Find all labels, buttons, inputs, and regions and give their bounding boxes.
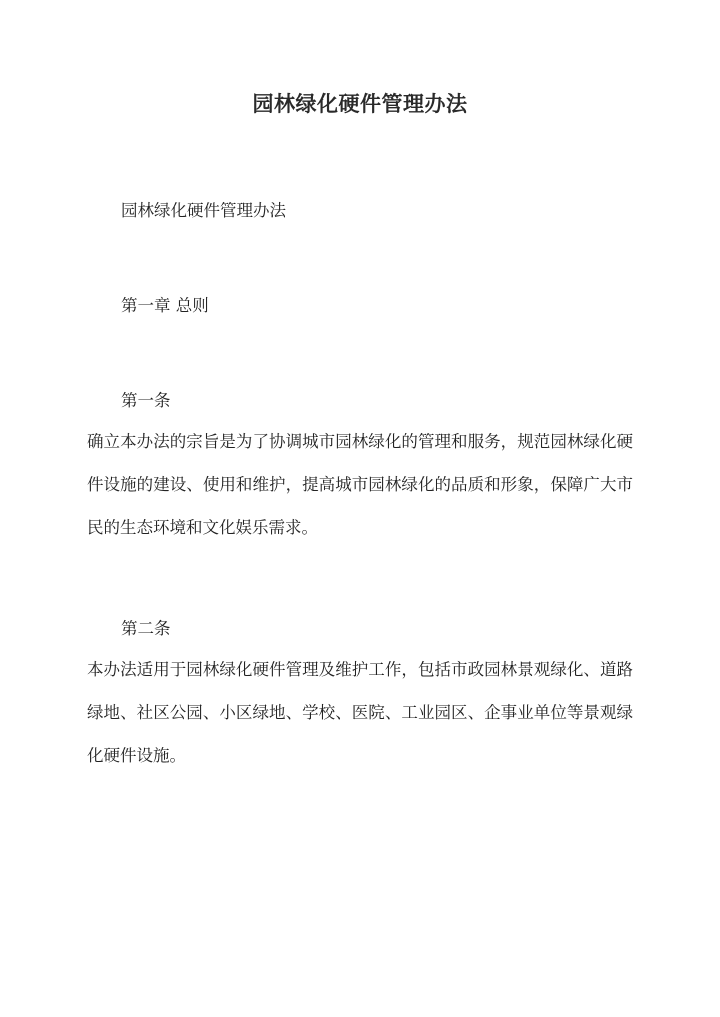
chapter-heading: 第一章 总则 — [121, 296, 209, 315]
article-1-heading: 第一条 — [121, 391, 171, 410]
page-title: 园林绿化硬件管理办法 — [252, 91, 468, 116]
article-2-text: 本办法适用于园林绿化硬件管理及维护工作，包括市政园林景观绿化、道路绿地、社区公园、小区绿地、学校、医院、工业园区、企事业单位等景观绿化硬件设施。 — [87, 660, 633, 765]
article-2-heading: 第二条 — [121, 619, 171, 638]
article-1-text: 确立本办法的宗旨是为了协调城市园林绿化的管理和服务，规范园林绿化硬件设施的建设、使用和维护，提高城市园林绿化的品质和形象，保障广大市民的生态环境和文化娱乐需求。 — [87, 432, 633, 537]
document-subtitle: 园林绿化硬件管理办法 — [121, 201, 286, 220]
